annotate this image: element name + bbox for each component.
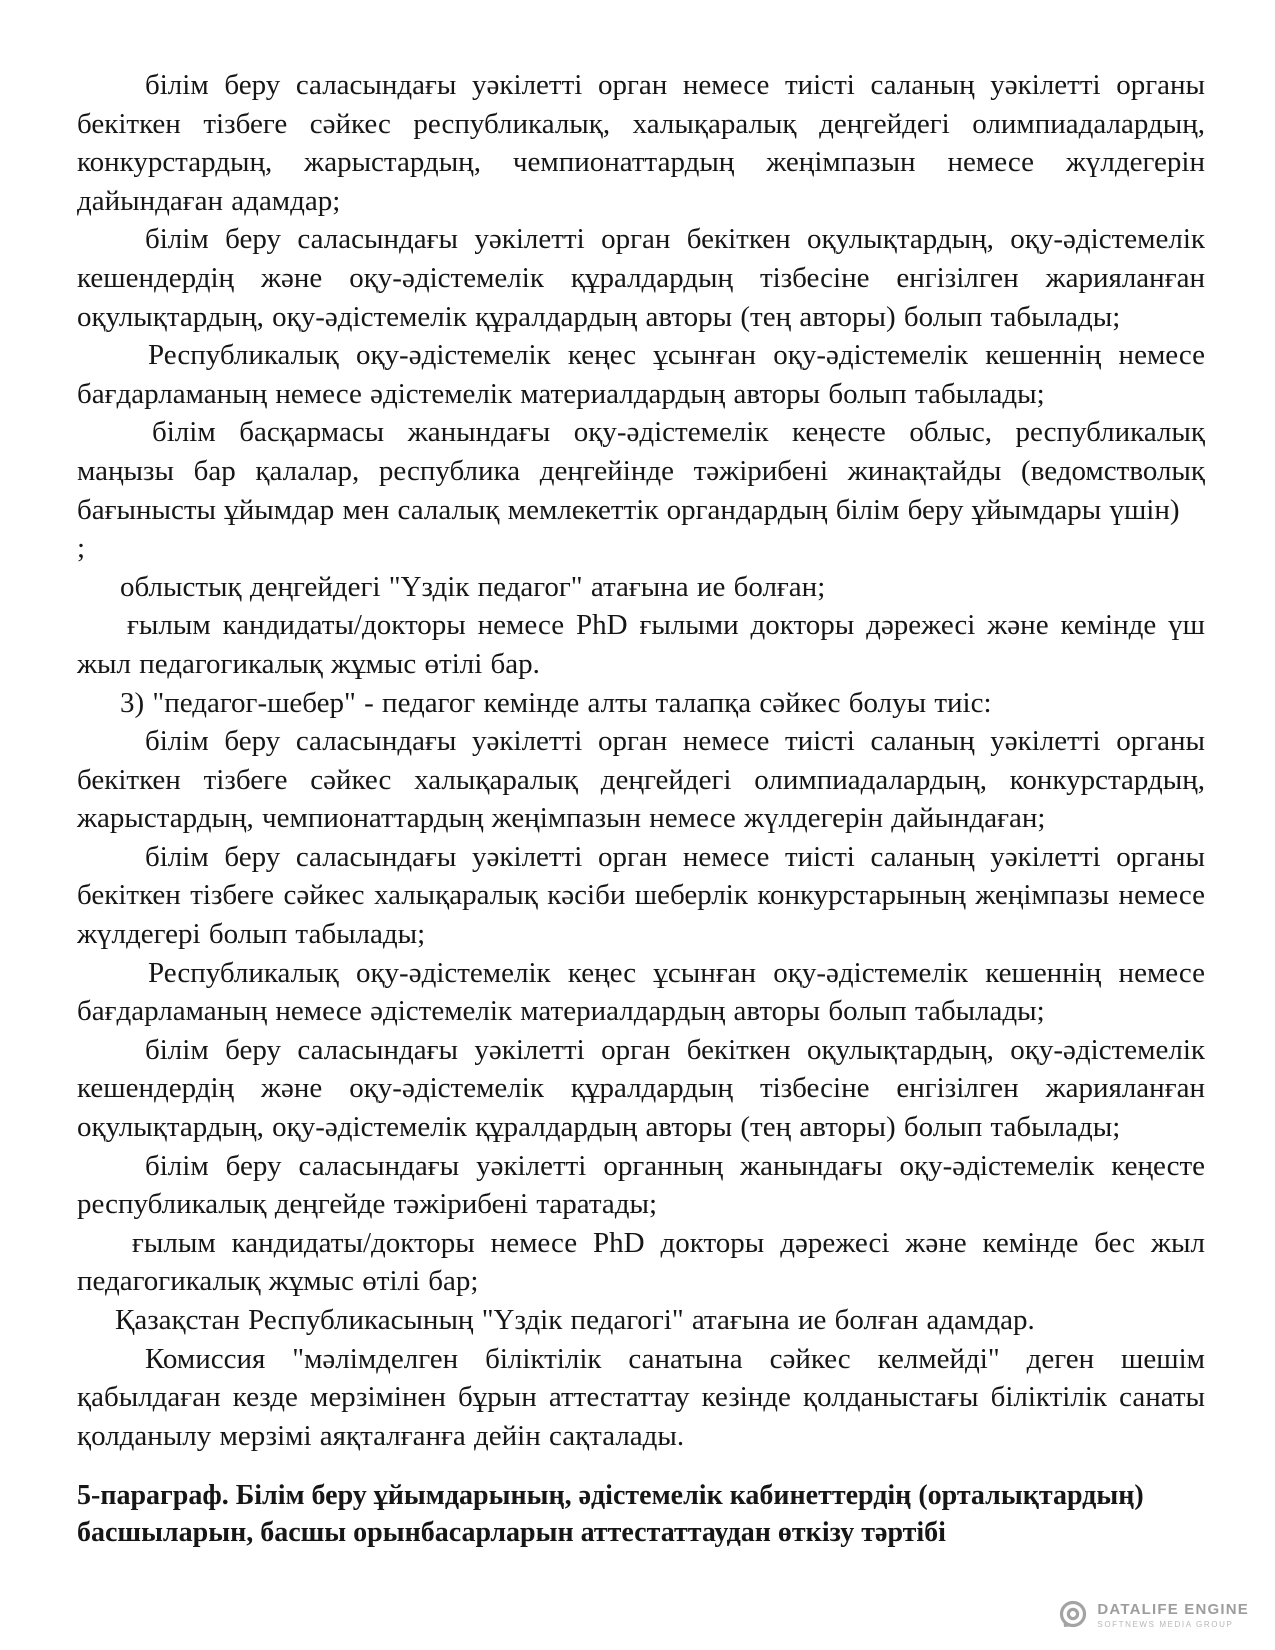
paragraph: білім беру саласындағы уәкілетті орган немесе тиісті саланың уәкілетті органы бекіткен тізбеге сәйкес халықаралық кәсіби шеберлік конкурстарының жеңімпазы немесе жүлдегері болып табылады; <box>77 840 1205 951</box>
paragraph: білім беру саласындағы уәкілетті орган немесе тиісті саланың уәкілетті органы бекіткен тізбеге сәйкес республикалық, халықаралық деңгейдегі олимпиадалардың, конкурстардың, жарыстардың, чемпионаттардың жеңімпазын немесе жүлдегерін дайындаған адамдар; <box>77 69 1205 217</box>
paragraph: 3) "педагог-шебер" - педагог кемінде алты талапқа сәйкес болуы тиіс: <box>120 686 992 719</box>
paragraph: білім беру саласындағы уәкілетті орган бекіткен оқулықтардың, оқу-әдістемелік кешендердің және оқу-әдістемелік құралдардың тізбесіне енгізілген жарияланған оқулықтардың, оқу-әдістемелік құралдардың авторы (тең авторы) болып табылады; <box>77 223 1205 333</box>
datalife-logo-icon <box>1058 1600 1088 1630</box>
datalife-watermark <box>1058 1600 1249 1630</box>
watermark-title: DATALIFE ENGINE <box>1097 1601 1249 1618</box>
watermark-subtitle: SOFTNEWS MEDIA GROUP <box>1097 1620 1234 1629</box>
paragraph: білім беру саласындағы уәкілетті орган бекіткен оқулықтардың, оқу-әдістемелік кешендердің және оқу-әдістемелік құралдардың тізбесіне енгізілген жарияланған оқулықтардың, оқу-әдістемелік құралдардың авторы (тең авторы) болып табылады; <box>77 1033 1205 1144</box>
paragraph: Республикалық оқу-әдістемелік кеңес ұсынған оқу-әдістемелік кешеннің немесе бағдарламаның немесе әдістемелік материалдардың авторы болып табылады; <box>77 956 1205 1028</box>
section-heading: 5-параграф. Білім беру ұйымдарының, әдістемелік кабинеттердің (орталықтардың) басшыларын, басшы орынбасарларын аттестаттаудан өткізу тәртібі <box>77 1480 1144 1549</box>
paragraph: облыстық деңгейдегі "Үздік педагог" атағына ие болған; <box>120 570 826 603</box>
paragraph: білім беру саласындағы уәкілетті орган немесе тиісті саланың уәкілетті органы бекіткен тізбеге сәйкес халықаралық деңгейдегі олимпиадалардың, конкурстардың, жарыстардың, чемпионаттардың жеңімпазын немесе жүлдегерін дайындаған; <box>77 725 1205 835</box>
document-body <box>77 66 1205 1551</box>
paragraph: ғылым кандидаты/докторы немесе PhD ғылыми докторы дәрежесі және кемінде үш жыл педагогикалық жұмыс өтілі бар. <box>77 609 1205 680</box>
paragraph: Қазақстан Республикасының "Үздік педагогі" атағына ие болған адамдар. <box>115 1304 1035 1336</box>
paragraph: Республикалық оқу-әдістемелік кеңес ұсынған оқу-әдістемелік кешеннің немесе бағдарламаның немесе әдістемелік материалдардың авторы болып табылады; <box>77 339 1205 410</box>
paragraph: ғылым кандидаты/докторы немесе PhD докторы дәрежесі және кемінде бес жыл педагогикалық жұмыс өтілі бар; <box>77 1226 1205 1298</box>
paragraph: білім басқармасы жанындағы оқу-әдістемелік кеңесте облыс, республикалық маңызы бар қалалар, республика деңгейінде тәжірибені жинақтайды (ведомстволық бағынысты ұйымдар мен салалық мемлекеттік органдардың білім беру ұйымдары үшін) <box>77 416 1205 526</box>
paragraph: Комиссия "мәлімделген біліктілік санатына сәйкес келмейді" деген шешім қабылдаған кезде мерзімінен бұрын аттестаттау кезінде қолданыстағы біліктілік санаты қолданылу мерзімі аяқталғанға дейін сақталады. <box>77 1342 1205 1452</box>
paragraph: ; <box>77 532 86 565</box>
paragraph: білім беру саласындағы уәкілетті органның жанындағы оқу-әдістемелік кеңесте республикалық деңгейде тәжірибені таратады; <box>77 1149 1205 1221</box>
